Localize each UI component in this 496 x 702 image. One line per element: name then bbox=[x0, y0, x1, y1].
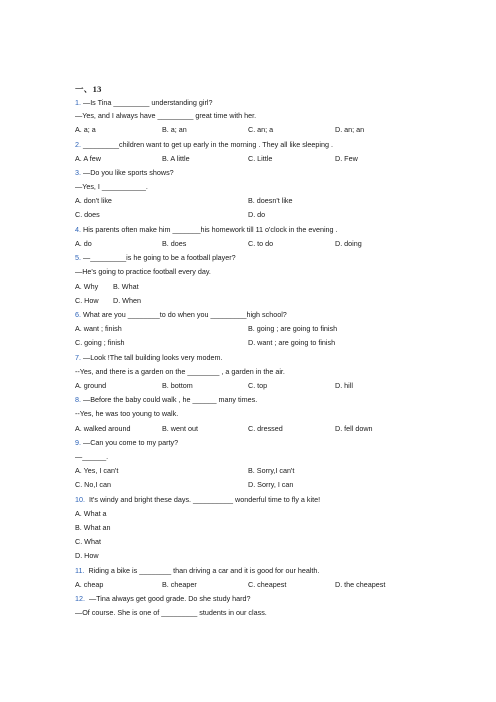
question-number: 2. bbox=[75, 140, 81, 149]
option-c[interactable]: C. How bbox=[75, 296, 99, 305]
question-1-stem bbox=[75, 99, 212, 106]
question-number: 7. bbox=[75, 353, 81, 362]
option-c[interactable]: C. Little bbox=[248, 154, 273, 163]
option-d[interactable]: D. do bbox=[248, 210, 266, 219]
option-a[interactable]: A. a; a bbox=[75, 125, 96, 134]
option-a[interactable]: A. want ; finish bbox=[75, 324, 122, 333]
question-text: —Do you like sports shows? bbox=[83, 168, 174, 177]
question-10-stem bbox=[75, 496, 320, 503]
question-3-extra: —Yes, I ___________. bbox=[75, 182, 148, 191]
question-text: —_________is he going to be a football player? bbox=[83, 253, 236, 262]
question-number: 3. bbox=[75, 168, 81, 177]
option-d[interactable]: D. Sorry, I can bbox=[248, 480, 294, 489]
question-number: 11. bbox=[75, 566, 85, 575]
option-a[interactable]: A. Why bbox=[75, 282, 99, 291]
question-number: 9. bbox=[75, 438, 81, 447]
option-c[interactable]: C. No,I can bbox=[75, 480, 111, 489]
option-d[interactable]: D. hill bbox=[335, 381, 353, 390]
question-7-stem bbox=[75, 354, 222, 361]
question-5-extra: —He's going to practice football every day. bbox=[75, 267, 211, 276]
option-c[interactable]: C. an; a bbox=[248, 125, 274, 134]
option-a[interactable]: A. Yes, I can't bbox=[75, 466, 119, 475]
option-c[interactable]: C. What bbox=[75, 537, 101, 546]
question-number: 1. bbox=[75, 98, 81, 107]
question-text: —Can you come to my party? bbox=[83, 438, 179, 447]
option-b[interactable]: B. What an bbox=[75, 523, 111, 532]
question-text: Riding a bike is ________ than driving a car and it is good for our health. bbox=[84, 566, 320, 575]
option-d[interactable]: D. doing bbox=[335, 239, 362, 248]
question-8-extra: --Yes, he was too young to walk. bbox=[75, 409, 179, 418]
question-12-extra: —Of course. She is one of _________ students in our class. bbox=[75, 608, 267, 617]
question-text: It's windy and bright these days. __________ wonderful time to fly a kite! bbox=[85, 495, 321, 504]
option-b[interactable]: B. A little bbox=[162, 154, 190, 163]
option-a[interactable]: A. A few bbox=[75, 154, 101, 163]
question-7-extra: --Yes, and there is a garden on the ________ , a garden in the air. bbox=[75, 367, 285, 376]
option-b[interactable]: B. going ; are going to finish bbox=[248, 324, 338, 333]
option-b[interactable]: B. What bbox=[113, 282, 139, 291]
question-text: —Is Tina _________ understanding girl? bbox=[83, 98, 213, 107]
question-text: —Before the baby could walk , he ______ many times. bbox=[83, 395, 258, 404]
option-d[interactable]: D. want ; are going to finish bbox=[248, 338, 336, 347]
question-11-stem bbox=[75, 567, 319, 574]
option-d[interactable]: D. an; an bbox=[335, 125, 365, 134]
question-text: —Look !The tall building looks very modem. bbox=[83, 353, 223, 362]
question-9-extra: —______. bbox=[75, 452, 109, 461]
option-d[interactable]: D. Few bbox=[335, 154, 358, 163]
question-2-stem bbox=[75, 141, 333, 148]
option-d[interactable]: D. fell down bbox=[335, 424, 373, 433]
question-4-stem bbox=[75, 226, 338, 233]
question-9-stem bbox=[75, 439, 178, 446]
option-c[interactable]: C. top bbox=[248, 381, 268, 390]
option-b[interactable]: B. doesn't like bbox=[248, 196, 293, 205]
option-c[interactable]: C. dressed bbox=[248, 424, 283, 433]
option-b[interactable]: B. does bbox=[162, 239, 187, 248]
question-8-stem bbox=[75, 396, 257, 403]
option-a[interactable]: A. don't like bbox=[75, 196, 112, 205]
question-1-extra: —Yes, and I always have _________ great time with her. bbox=[75, 111, 257, 120]
question-number: 5. bbox=[75, 253, 81, 262]
question-text: _________children want to get up early in the morning . They all like sleeping . bbox=[83, 140, 333, 149]
question-number: 6. bbox=[75, 310, 81, 319]
question-number: 4. bbox=[75, 225, 81, 234]
question-text: His parents often make him _______his homework till 11 o'clock in the evening . bbox=[83, 225, 338, 234]
question-number: 12. bbox=[75, 594, 85, 603]
option-b[interactable]: B. cheaper bbox=[162, 580, 197, 589]
question-5-stem bbox=[75, 254, 236, 261]
option-a[interactable]: A. cheap bbox=[75, 580, 104, 589]
option-d[interactable]: D. How bbox=[75, 551, 99, 560]
question-3-stem bbox=[75, 169, 174, 176]
option-b[interactable]: B. bottom bbox=[162, 381, 193, 390]
option-a[interactable]: A. walked around bbox=[75, 424, 131, 433]
question-number: 10. bbox=[75, 495, 85, 504]
option-b[interactable]: B. a; an bbox=[162, 125, 187, 134]
question-text: What are you ________to do when you _________high school? bbox=[83, 310, 287, 319]
question-6-stem bbox=[75, 311, 287, 318]
option-a[interactable]: A. What a bbox=[75, 509, 107, 518]
section-title: 一、13 bbox=[75, 84, 102, 94]
question-number: 8. bbox=[75, 395, 81, 404]
option-c[interactable]: C. to do bbox=[248, 239, 274, 248]
option-a[interactable]: A. ground bbox=[75, 381, 107, 390]
option-d[interactable]: D. the cheapest bbox=[335, 580, 386, 589]
option-d[interactable]: D. When bbox=[113, 296, 141, 305]
option-c[interactable]: C. cheapest bbox=[248, 580, 287, 589]
question-text: —Tina always get good grade. Do she study hard? bbox=[85, 594, 251, 603]
question-12-stem bbox=[75, 595, 251, 602]
option-a[interactable]: A. do bbox=[75, 239, 92, 248]
option-c[interactable]: C. going ; finish bbox=[75, 338, 125, 347]
option-b[interactable]: B. Sorry,I can't bbox=[248, 466, 295, 475]
option-c[interactable]: C. does bbox=[75, 210, 100, 219]
option-b[interactable]: B. went out bbox=[162, 424, 198, 433]
